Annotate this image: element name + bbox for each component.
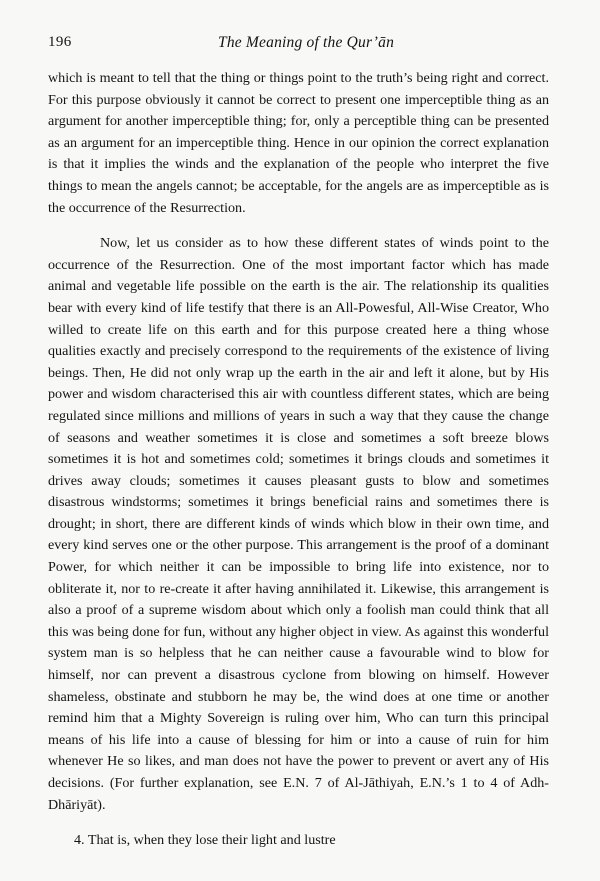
explanatory-note-4: 4. That is, when they lose their light and lustre bbox=[74, 832, 336, 849]
page-number: 196 bbox=[48, 34, 72, 50]
paragraph-continuation: which is meant to tell that the thing or things point to the truth’s being right and correct. For this purpose obviously it cannot be correct to present one imperceptible thing as an argument for another imperceptible thing; for, only a perceptible thing can be presented as an argument for an imperceptible thing. Hence in our opinion the correct explanation is that it implies the winds and the explanation of the people who interpret the five things to mean the angels cannot; be acceptable, for the angels are as imperceptible as is the occurrence of the Resurrection. bbox=[48, 70, 549, 216]
paragraph-winds-resurrection: Now, let us consider as to how these different states of winds point to the occurrence of the Resurrection. One of the most important factor which has made animal and vegetable life possible on the earth is the air. The relationship its qualities bear with every kind of life testify that there is an All-Powesful, All-Wise Creator, Who willed to create life on this earth and for this purpose created here a thing whose qualities exactly and precisely correspond to the requirements of the existence of living beings. Then, He did not only wrap up the earth in the air and left it alone, but by His power and wisdom characterised this air with countless different states, which are being regulated since millions and millions of years in such a way that they cause the change of seasons and weather sometimes it is close and sometimes a soft breeze blows sometimes it is hot and sometimes cold; sometimes it brings clouds and sometimes it drives away clouds; sometimes it causes pleasant gusts to blow and sometimes disastrous windstorms; sometimes it brings beneficial rains and sometimes there is drought; in short, there are different kinds of winds which blow in their own time, and every kind serves one or the other purpose. This arrangement is the proof of a dominant Power, for which neither it can be impossible to bring life into existence, nor to obliterate it, nor to re-create it after having annihilated it. Likewise, this arrangement is also a proof of a supreme wisdom about which only a foolish man could think that all this was being done for fun, without any higher object in view. As against this wonderful system man is so helpless that he can neither cause a favourable wind to blow for himself, nor can prevent a disastrous cyclone from blowing on himself. However shameless, obstinate and stubborn he may be, the wind does at one time or another remind him that a Mighty Sovereign is ruling over him, Who can turn this principal means of his life into a cause of blessing for him or into a cause of ruin for him whenever He so likes, and man does not have the power to prevent or avert any of His decisions. (For further explanation, see E.N. 7 of Al-Jāthiyah, E.N.’s 1 to 4 of Adh-Dhāriyāt). bbox=[48, 235, 549, 813]
page-body bbox=[48, 68, 549, 852]
page-header bbox=[48, 34, 552, 56]
running-title: The Meaning of the Qur’ān bbox=[218, 34, 395, 51]
